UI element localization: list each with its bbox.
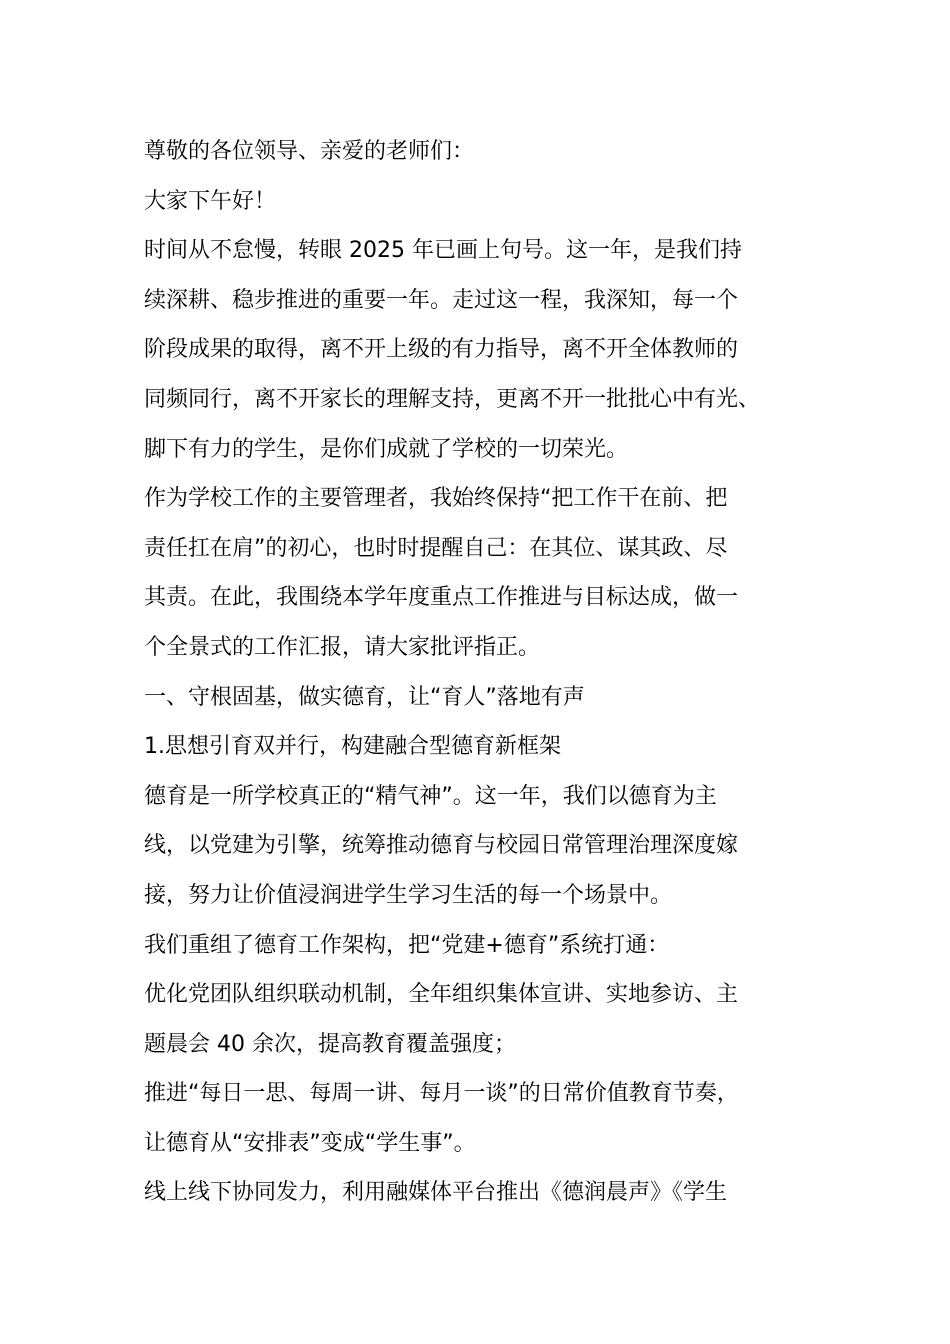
paragraph-line: 优化党团队组织联动机制，全年组织集体宣讲、实地参访、主 <box>144 982 739 1008</box>
paragraph-line: 接，努力让价值浸润进学生学习生活的每一个场景中。 <box>144 882 673 908</box>
paragraph-line: 其责。在此，我围绕本学年度重点工作推进与目标达成，做一 <box>144 585 739 611</box>
salutation-line: 尊敬的各位领导、亲爱的老师们： <box>144 139 475 164</box>
paragraph-line: 我们重组了德育工作架构，把“党建+德育”系统打通： <box>144 932 670 958</box>
paragraph-line: 时间从不怠慢，转眼 2025 年已画上句号。这一年，是我们持 <box>144 238 742 264</box>
paragraph-line: 同频同行，离不开家长的理解支持，更离不开一批批心中有光、 <box>144 386 761 412</box>
paragraph-line: 推进“每日一思、每周一讲、每月一谈”的日常价值教育节奏， <box>144 1081 739 1107</box>
paragraph-line: 线，以党建为引擎，统筹推动德育与校园日常管理治理深度嫁 <box>144 833 739 859</box>
paragraph-line: 阶段成果的取得，离不开上级的有力指导，离不开全体教师的 <box>144 337 739 363</box>
paragraph-line: 个全景式的工作汇报，请大家批评指正。 <box>144 634 541 660</box>
paragraph-line: 责任扛在肩”的初心，也时时提醒自己：在其位、谋其政、尽 <box>144 535 728 561</box>
section-heading: 一、守根固基，做实德育，让“育人”落地有声 <box>144 684 585 710</box>
paragraph-line: 线上线下协同发力，利用融媒体平台推出《德润晨声》《学生 <box>144 1180 728 1206</box>
paragraph-line: 脚下有力的学生，是你们成就了学校的一切荣光。 <box>144 436 629 462</box>
paragraph-line: 让德育从“安排表”变成“学生事”。 <box>144 1130 476 1156</box>
document-body <box>144 127 834 1218</box>
subsection-heading: 1.思想引育双并行，构建融合型德育新框架 <box>144 734 561 760</box>
paragraph-line: 作为学校工作的主要管理者，我始终保持“把工作干在前、把 <box>144 486 728 512</box>
paragraph-line: 题晨会 40 余次，提高教育覆盖强度； <box>144 1031 516 1057</box>
paragraph-line: 续深耕、稳步推进的重要一年。走过这一程，我深知，每一个 <box>144 287 739 313</box>
paragraph-line: 德育是一所学校真正的“精气神”。这一年，我们以德育为主 <box>144 783 717 809</box>
greeting-line: 大家下午好！ <box>144 188 277 214</box>
